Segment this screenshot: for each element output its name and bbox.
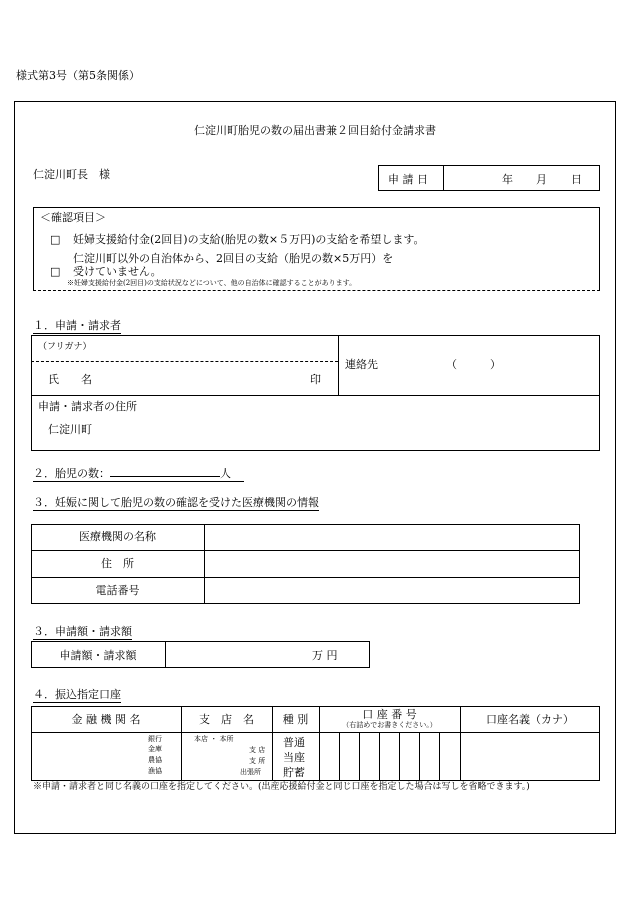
col-type-header: 種 別 bbox=[282, 713, 309, 726]
medical-address-input[interactable] bbox=[206, 552, 578, 575]
account-type-savings[interactable]: 貯蓄 bbox=[283, 766, 305, 779]
bank-name-input[interactable] bbox=[33, 734, 145, 779]
contact-phone-field[interactable]: （ ） bbox=[446, 358, 501, 371]
col-account-subheader: （右詰めでお書きください。） bbox=[342, 721, 437, 729]
address-value[interactable]: 仁淀川町 bbox=[48, 423, 92, 436]
name-input[interactable] bbox=[110, 366, 310, 390]
applicant-table bbox=[31, 335, 600, 451]
account-type-current[interactable]: 当座 bbox=[283, 751, 305, 764]
confirmation-heading: ＜確認項目＞ bbox=[40, 211, 106, 224]
col-bank-header: 金 融 機 関 名 bbox=[71, 713, 141, 726]
amount-input[interactable] bbox=[167, 643, 307, 666]
amount-unit: 万 円 bbox=[312, 649, 338, 662]
account-type-ordinary[interactable]: 普通 bbox=[283, 736, 305, 749]
seal-mark: 印 bbox=[310, 373, 321, 386]
date-day-field[interactable]: 日 bbox=[571, 173, 582, 186]
name-label: 氏 名 bbox=[48, 373, 92, 386]
address-label: 申請・請求者の住所 bbox=[38, 400, 137, 413]
branch-type-branch: 支 店 bbox=[249, 746, 266, 754]
footer-note: ※申請・請求者と同じ名義の口座を指定してください。(出産応援給付金と同じ口座を指定した場合は写しを省略できます。) bbox=[33, 782, 530, 792]
medical-phone-input[interactable] bbox=[206, 579, 578, 602]
bank-type-bank: 銀行 bbox=[148, 735, 162, 743]
amount-label: 申請額・請求額 bbox=[59, 649, 137, 662]
col-branch-header: 支 店 名 bbox=[199, 713, 254, 726]
col-account-header: 口 座 番 号 bbox=[362, 708, 417, 721]
medical-address-label: 住 所 bbox=[101, 557, 134, 570]
medical-phone-label: 電話番号 bbox=[95, 584, 140, 597]
fetus-count-input[interactable] bbox=[110, 475, 220, 477]
section4-heading: ４．振込指定口座 bbox=[33, 688, 121, 701]
bank-type-shinkin: 金庫 bbox=[148, 745, 162, 753]
application-date-label: 申 請 日 bbox=[388, 173, 428, 186]
section3-heading: ３．妊娠に関して胎児の数の確認を受けた医療機関の情報 bbox=[33, 496, 319, 509]
page-title: 仁淀川町胎児の数の届出書兼２回目給付金請求書 bbox=[194, 124, 436, 137]
branch-type-office: 支 所 bbox=[249, 757, 266, 765]
addressee: 仁淀川町長 様 bbox=[33, 168, 110, 181]
branch-type-desk: 出張所 bbox=[240, 768, 261, 776]
confirm-item-1-text: 妊婦支援給付金(2回目)の支給(胎児の数×５万円)の支給を希望します。 bbox=[73, 233, 425, 246]
confirm-checkbox-1[interactable]: □ bbox=[50, 233, 61, 246]
col-holder-header: 口座名義（カナ） bbox=[486, 713, 574, 726]
section1-heading: １．申請・請求者 bbox=[33, 319, 121, 332]
date-year-field[interactable]: 年 bbox=[502, 173, 513, 186]
confirm-item-2-line1: 仁淀川町以外の自治体から、2回目の支給（胎児の数×5万円）を bbox=[73, 252, 394, 265]
confirm-item-2-line2: 受けていません。 bbox=[73, 265, 162, 278]
section3b-heading: ３．申請額・請求額 bbox=[33, 625, 132, 638]
confirm-checkbox-2[interactable]: □ bbox=[50, 265, 61, 278]
contact-label: 連絡先 bbox=[345, 358, 378, 371]
medical-name-label: 医療機関の名称 bbox=[79, 530, 156, 543]
section2-heading: ２．胎児の数： 人 bbox=[33, 467, 231, 480]
branch-type-main: 本店 ・ 本所 bbox=[194, 735, 234, 743]
medical-name-input[interactable] bbox=[206, 526, 578, 548]
form-number: 様式第3号（第5条関係） bbox=[16, 69, 140, 82]
confirmation-note: ※妊婦支援給付金(2回目)の支給状況などについて、他の自治体に確認することがあります。 bbox=[67, 279, 357, 287]
furigana-label: （フリガナ） bbox=[38, 342, 92, 352]
date-month-field[interactable]: 月 bbox=[536, 173, 547, 186]
bank-type-nokyo: 農協 bbox=[148, 756, 162, 764]
bank-type-gyokyo: 漁協 bbox=[148, 767, 162, 775]
account-holder-input[interactable] bbox=[462, 734, 598, 779]
